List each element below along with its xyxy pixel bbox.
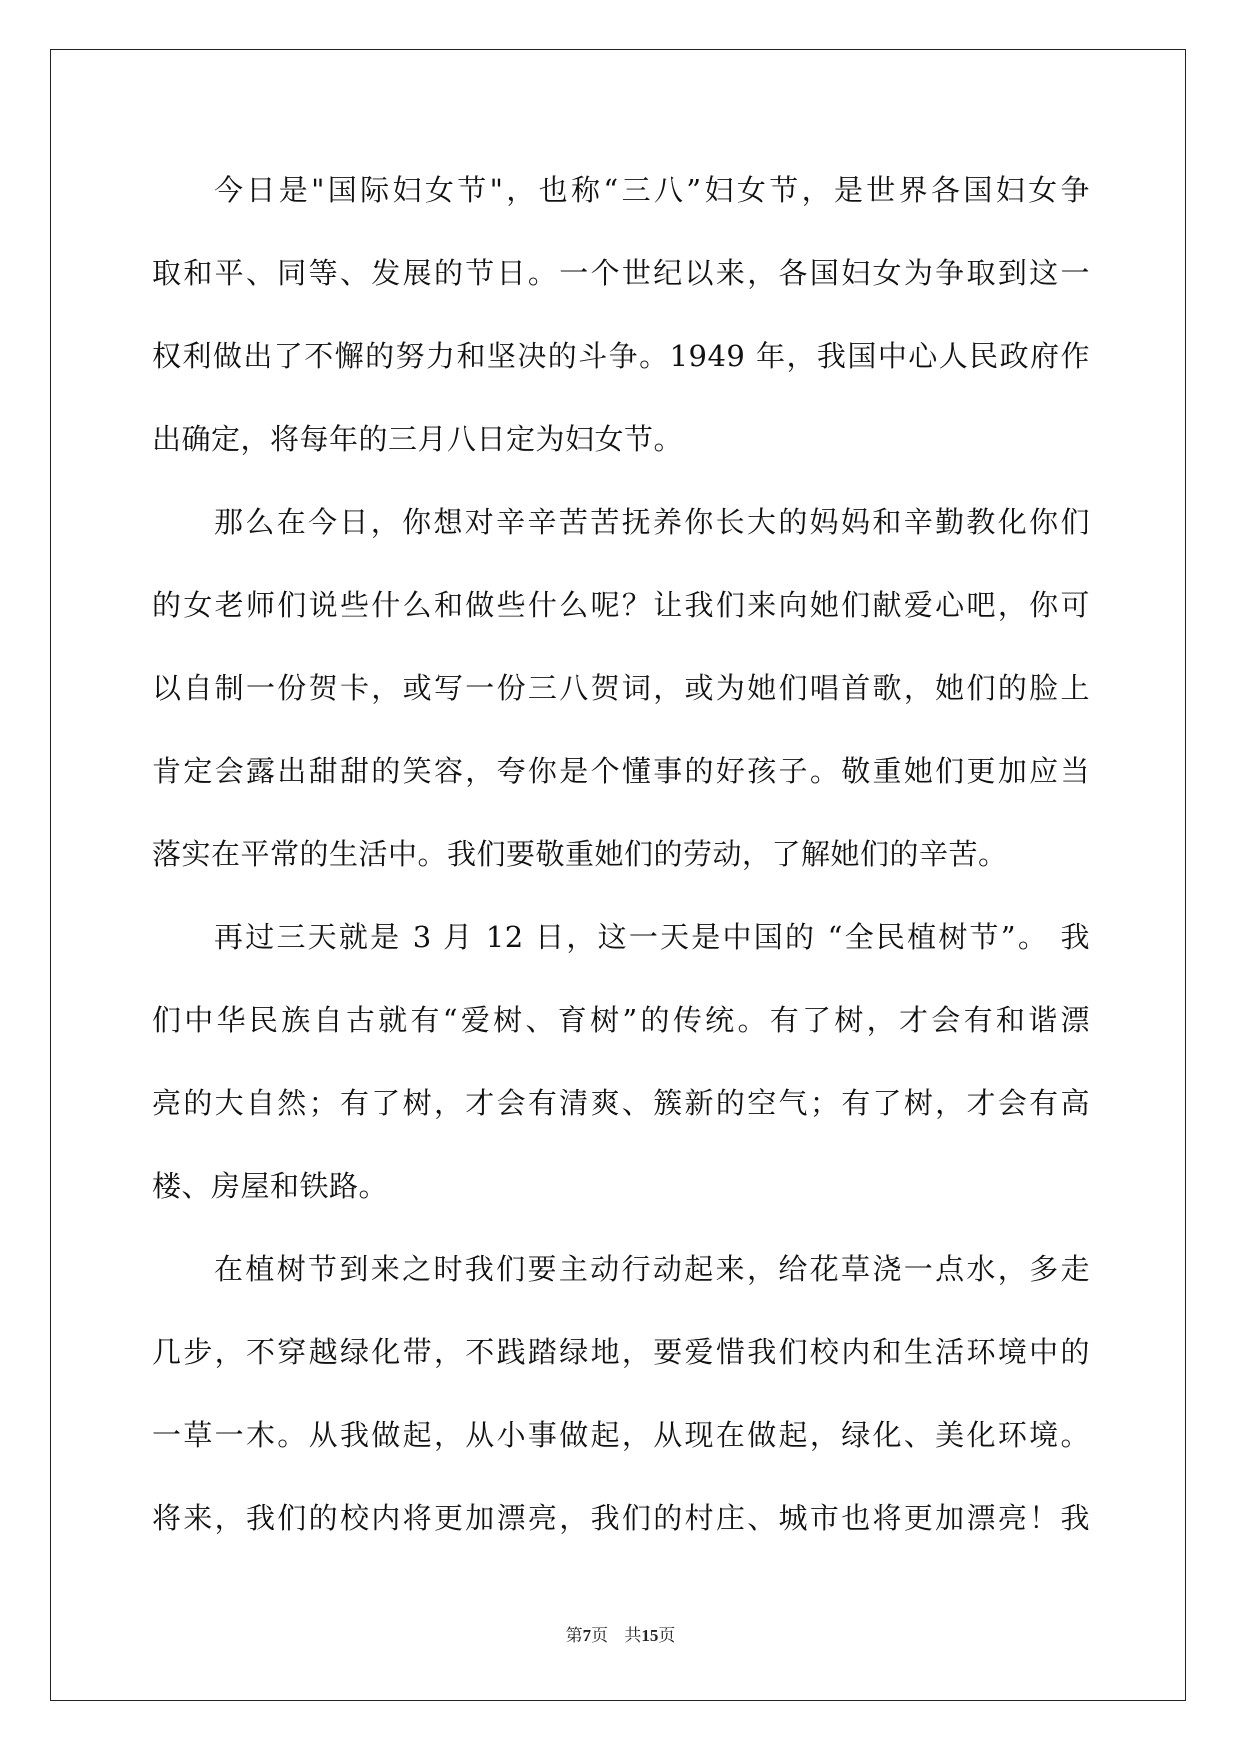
page-suffix: 页	[658, 1626, 676, 1646]
text-line: 们中华民族自古就有“爱树、育树”的传统。有了树，才会有和谐漂	[152, 1003, 1090, 1037]
paragraph-womens-day	[152, 160, 1090, 492]
text-line: 那么在今日，你想对辛辛苦苦抚养你长大的妈妈和辛勤教化你们	[214, 505, 1090, 539]
paragraph-green-action	[152, 1239, 1090, 1571]
total-page-number: 15	[641, 1626, 659, 1645]
text-line: 几步，不穿越绿化带，不践踏绿地，要爱惜我们校内和生活环境中的	[152, 1335, 1090, 1369]
text-line: 今日是"国际妇女节"，也称“三八”妇女节，是世界各国妇女争	[214, 173, 1090, 207]
page-separator: 页 共	[591, 1626, 642, 1646]
text-line: 将来，我们的校内将更加漂亮，我们的村庄、城市也将更加漂亮！我	[152, 1501, 1090, 1535]
text-line: 出确定，将每年的三月八日定为妇女节。	[152, 422, 684, 456]
text-line: 权利做出了不懈的努力和坚决的斗争。1949 年，我国中心人民政府作	[152, 339, 1090, 373]
page-prefix: 第	[565, 1626, 583, 1646]
text-line: 取和平、同等、发展的节日。一个世纪以来，各国妇女为争取到这一	[152, 256, 1090, 290]
current-page-number: 7	[582, 1626, 592, 1645]
text-line: 落实在平常的生活中。我们要敬重她们的劳动，了解她们的辛苦。	[152, 837, 1008, 871]
paragraph-honor-mothers	[152, 492, 1090, 907]
text-line: 楼、房屋和铁路。	[152, 1169, 389, 1203]
text-line: 的女老师们说些什么和做些什么呢？让我们来向她们献爱心吧，你可	[152, 588, 1090, 622]
text-line: 以自制一份贺卡，或写一份三八贺词，或为她们唱首歌，她们的脸上	[152, 671, 1090, 705]
text-line: 再过三天就是 3 月 12 日，这一天是中国的 “全民植树节”。 我	[214, 920, 1090, 954]
text-line: 一草一木。从我做起，从小事做起，从现在做起，绿化、美化环境。	[152, 1418, 1090, 1452]
text-line: 在植树节到来之时我们要主动行动起来，给花草浇一点水，多走	[214, 1252, 1090, 1286]
page-footer	[0, 1624, 1241, 1648]
text-line: 亮的大自然；有了树，才会有清爽、簇新的空气；有了树，才会有高	[152, 1086, 1090, 1120]
paragraph-arbor-day	[152, 907, 1090, 1239]
document-body	[152, 160, 1090, 1571]
text-line: 肯定会露出甜甜的笑容，夸你是个懂事的好孩子。敬重她们更加应当	[152, 754, 1090, 788]
